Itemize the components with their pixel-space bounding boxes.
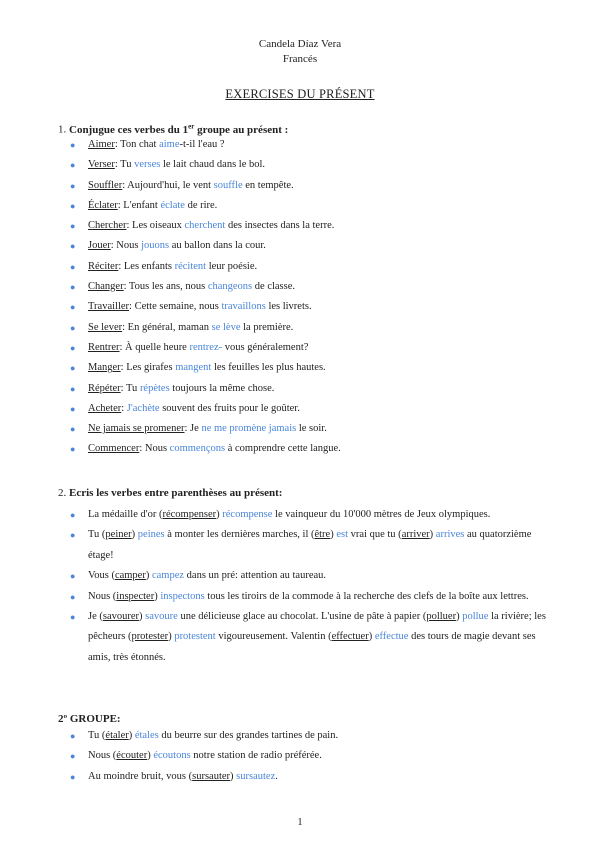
verb-infinitive: Chercher: [88, 220, 127, 232]
sentence-text: de classe.: [252, 281, 296, 293]
sentence-text: : Nous: [110, 240, 142, 252]
answer-text: changeons: [207, 281, 253, 293]
verb-infinitive: peiner: [105, 529, 132, 541]
sentence-text: ): [147, 750, 154, 762]
sentence-text: ): [128, 730, 135, 741]
verb-infinitive: Se lever: [88, 321, 123, 333]
sentence-text: Nous (: [88, 590, 117, 602]
sentence-text: : Cette semaine, nous: [129, 301, 222, 313]
exercise-item: [68, 318, 548, 338]
sentence-text: : Nous: [139, 443, 170, 455]
sentence-text: en tempête.: [242, 179, 294, 191]
answer-text: étales: [134, 730, 159, 741]
section-3-heading: [58, 713, 121, 725]
sentence-text: : À quelle heure: [119, 341, 190, 353]
sentence-text: leur poésie.: [206, 260, 258, 272]
section-1-heading-part-b: groupe au présent :: [194, 123, 289, 136]
verb-infinitive: camper: [114, 570, 146, 582]
answer-text: effectue: [374, 631, 409, 643]
sentence-text: dans un pré: attention au taureau.: [184, 570, 327, 582]
verb-infinitive: Rentrer: [88, 341, 120, 353]
answer-text: jouons: [141, 240, 170, 252]
exercise-item: [68, 587, 548, 607]
sentence-text: du beurre sur des grandes tartines de pain.: [158, 730, 339, 741]
answer-text: éclate: [160, 199, 185, 211]
sentence-text: ): [168, 631, 175, 643]
bullet-icon: ●: [70, 731, 76, 741]
sentence-text: les livrets.: [265, 301, 312, 313]
bullet-icon: ●: [70, 444, 76, 455]
sentence-text: notre station de radio préférée.: [190, 750, 322, 762]
sentence-text: la rivière; les pêcheurs (: [88, 611, 546, 643]
sentence-text: : Les enfants: [118, 260, 175, 272]
answer-text: est: [336, 529, 349, 541]
verb-infinitive: effectuer: [331, 631, 369, 643]
sentence-text: -t-il l'eau ?: [179, 139, 225, 150]
bullet-icon: ●: [70, 180, 76, 191]
sentence-text: des tours de magie devant ses amis, très étonnés.: [88, 631, 536, 663]
answer-text: travaillons: [221, 301, 266, 313]
sentence-text: : Ton chat: [114, 139, 160, 150]
answer-text: répètes: [139, 382, 170, 394]
exercise-item: [68, 257, 548, 277]
section-1-heading-sup: er: [188, 122, 195, 130]
answer-text: peines: [137, 529, 165, 541]
section-1-number: 1.: [58, 123, 67, 136]
sentence-text: ): [145, 570, 152, 582]
bullet-icon: ●: [70, 241, 76, 252]
exercise-item: [68, 236, 548, 256]
sentence-text: le vainqueur du 10'000 mètres de Jeux olympiques.: [272, 509, 491, 520]
exercise-item: [68, 155, 548, 175]
sentence-text: : Tu: [120, 382, 140, 394]
bullet-icon: ●: [70, 591, 76, 602]
sentence-text: ): [330, 529, 337, 541]
sentence-text: ): [429, 529, 436, 541]
exercise-item: [68, 419, 548, 439]
bullet-icon: ●: [70, 383, 76, 394]
exercise-item: [68, 216, 548, 236]
exercise-item: [68, 379, 548, 399]
sentence-text: :: [121, 402, 127, 414]
sentence-text: de rire.: [184, 199, 218, 211]
bullet-icon: ●: [70, 261, 76, 272]
verb-infinitive: polluer: [426, 611, 457, 623]
verb-infinitive: récompenser: [162, 509, 217, 520]
answer-text: se lève: [211, 321, 241, 333]
answer-text: commençons: [169, 443, 226, 455]
sentence-text: Vous (: [88, 570, 115, 582]
exercise-item: [68, 297, 548, 317]
verb-infinitive: Travailler: [88, 301, 130, 313]
bullet-icon: ●: [70, 140, 76, 150]
bullet-icon: ●: [70, 282, 76, 293]
bullet-icon: ●: [70, 302, 76, 313]
verb-infinitive: étaler: [105, 730, 129, 741]
exercise-item: [68, 196, 548, 216]
verb-infinitive: Réciter: [88, 260, 119, 272]
section-1-heading-text: [69, 124, 288, 136]
author-name: Candela Díaz Vera: [258, 38, 342, 50]
sentence-text: Tu (: [88, 529, 106, 541]
sentence-text: le soir.: [296, 423, 327, 435]
answer-text: cherchent: [184, 220, 226, 232]
exercise-item: [68, 525, 548, 566]
sentence-text: : Tu: [114, 159, 135, 171]
sentence-text: Je (: [88, 611, 103, 623]
sentence-text: le lait chaud dans le bol.: [160, 159, 266, 171]
answer-text: récompense: [222, 509, 273, 520]
verb-infinitive: Souffler: [88, 179, 123, 191]
bullet-icon: ●: [70, 771, 76, 782]
exercise-item: [68, 505, 548, 525]
section-1-heading-part-a: Conjugue ces verbes du 1: [69, 123, 189, 136]
verb-infinitive: protester: [131, 631, 169, 643]
section-3-heading-text: 2º GROUPE:: [58, 713, 121, 725]
answer-text: sursautez: [236, 770, 276, 782]
sentence-text: La médaille d'or (: [88, 509, 163, 520]
verb-infinitive: écouter: [116, 750, 148, 762]
sentence-text: : Aujourd'hui, le vent: [122, 179, 214, 191]
bullet-icon: ●: [70, 751, 76, 762]
sentence-text: : En général, maman: [122, 321, 212, 333]
sentence-text: : L'enfant: [117, 199, 161, 211]
answer-text: souffle: [213, 179, 243, 191]
exercise-item: [68, 726, 548, 746]
verb-infinitive: Ne jamais se promener: [88, 423, 185, 435]
bullet-icon: ●: [70, 342, 76, 353]
verb-infinitive: Commencer: [88, 443, 140, 455]
verb-infinitive: Acheter: [88, 402, 122, 414]
exercise-item: [68, 566, 548, 586]
exercise-item: [68, 358, 548, 378]
sentence-text: au ballon dans la cour.: [169, 240, 266, 252]
verb-infinitive: savourer: [102, 611, 140, 623]
sentence-text: : Tous les ans, nous: [123, 281, 208, 293]
page-number: 1: [297, 817, 303, 828]
answer-text: protestent: [174, 631, 216, 643]
sentence-text: ): [230, 770, 237, 782]
sentence-text: à monter les dernières marches, il (: [164, 529, 315, 541]
bullet-icon: ●: [70, 612, 76, 623]
answer-text: savoure: [145, 611, 178, 623]
exercise-item: [68, 767, 548, 787]
verb-infinitive: Répéter: [88, 382, 121, 394]
verb-infinitive: Éclater: [88, 199, 118, 211]
sentence-text: ): [456, 611, 463, 623]
verb-infinitive: Jouer: [88, 240, 111, 252]
answer-text: mangent: [175, 362, 212, 374]
sentence-text: : Les girafes: [120, 362, 176, 374]
answer-text: inspectons: [160, 590, 205, 602]
bullet-icon: ●: [70, 160, 76, 171]
verb-infinitive: arriver: [401, 529, 430, 541]
answer-text: J'achète: [126, 402, 160, 414]
sentence-text: ): [368, 631, 375, 643]
answer-text: récitent: [174, 260, 207, 272]
sentence-text: ): [131, 529, 138, 541]
page-title: EXERCISES DU PRÉSENT: [225, 87, 375, 101]
sentence-text: les feuilles les plus hautes.: [211, 362, 326, 374]
answer-text: ne me promène jamais: [201, 423, 297, 435]
sentence-text: ): [154, 590, 161, 602]
section-1-heading: [58, 122, 288, 136]
bullet-icon: ●: [70, 363, 76, 374]
sentence-text: vous généralement?: [222, 341, 309, 353]
sentence-text: une délicieuse glace au chocolat. L'usine de pâte à papier (: [177, 611, 427, 623]
exercise-item: [68, 277, 548, 297]
sentence-text: au quatorzième étage!: [88, 529, 532, 561]
sentence-text: ): [216, 509, 223, 520]
sentence-text: Tu (: [88, 730, 106, 741]
exercise-item: [68, 338, 548, 358]
answer-text: pollue: [462, 611, 489, 623]
sentence-text: vigoureusement. Valentin (: [215, 631, 332, 643]
answer-text: aime: [159, 139, 180, 150]
sentence-text: des insectes dans la terre.: [225, 220, 335, 232]
sentence-text: Au moindre bruit, vous (: [88, 770, 193, 782]
answer-text: arrives: [435, 529, 465, 541]
answer-text: écoutons: [153, 750, 191, 762]
section-3-list: [68, 726, 548, 787]
sentence-text: souvent des fruits pour le goûter.: [159, 402, 300, 414]
answer-text: rentrez-: [189, 341, 223, 353]
sentence-text: .: [275, 770, 278, 782]
exercise-item: [68, 135, 548, 155]
sentence-text: à comprendre cette langue.: [225, 443, 341, 455]
exercise-item: [68, 176, 548, 196]
section-2-heading: [58, 487, 282, 499]
bullet-icon: ●: [70, 424, 76, 435]
bullet-icon: ●: [70, 530, 76, 541]
exercise-item: [68, 399, 548, 419]
exercise-item: [68, 607, 548, 668]
bullet-icon: ●: [70, 403, 76, 414]
section-2-number: 2.: [58, 487, 67, 499]
exercise-item: [68, 746, 548, 766]
sentence-text: Nous (: [88, 750, 117, 762]
answer-text: campez: [151, 570, 185, 582]
sentence-text: la première.: [240, 321, 294, 333]
sentence-text: : Les oiseaux: [126, 220, 185, 232]
sentence-text: : Je: [184, 423, 202, 435]
bullet-icon: ●: [70, 221, 76, 232]
sentence-text: toujours la même chose.: [169, 382, 275, 394]
bullet-icon: ●: [70, 571, 76, 582]
verb-infinitive: Changer: [88, 281, 124, 293]
subject-name: Francés: [282, 53, 318, 65]
verb-infinitive: inspecter: [116, 590, 155, 602]
sentence-text: tous les tiroirs de la commode à la recherche des clefs de la boîte aux lettres.: [204, 590, 529, 602]
sentence-text: ): [139, 611, 146, 623]
verb-infinitive: Manger: [88, 362, 121, 374]
verb-infinitive: être: [314, 529, 331, 541]
verb-infinitive: Aimer: [88, 139, 115, 150]
exercise-item: [68, 439, 548, 459]
section-1-list: [68, 135, 548, 460]
section-2-list: [68, 505, 548, 668]
sentence-text: vrai que tu (: [348, 529, 402, 541]
bullet-icon: ●: [70, 510, 76, 520]
verb-infinitive: Verser: [88, 159, 115, 171]
section-2-heading-text: Ecris les verbes entre parenthèses au présent:: [69, 487, 283, 499]
answer-text: verses: [134, 159, 161, 171]
bullet-icon: ●: [70, 200, 76, 211]
bullet-icon: ●: [70, 322, 76, 333]
verb-infinitive: sursauter: [192, 770, 231, 782]
